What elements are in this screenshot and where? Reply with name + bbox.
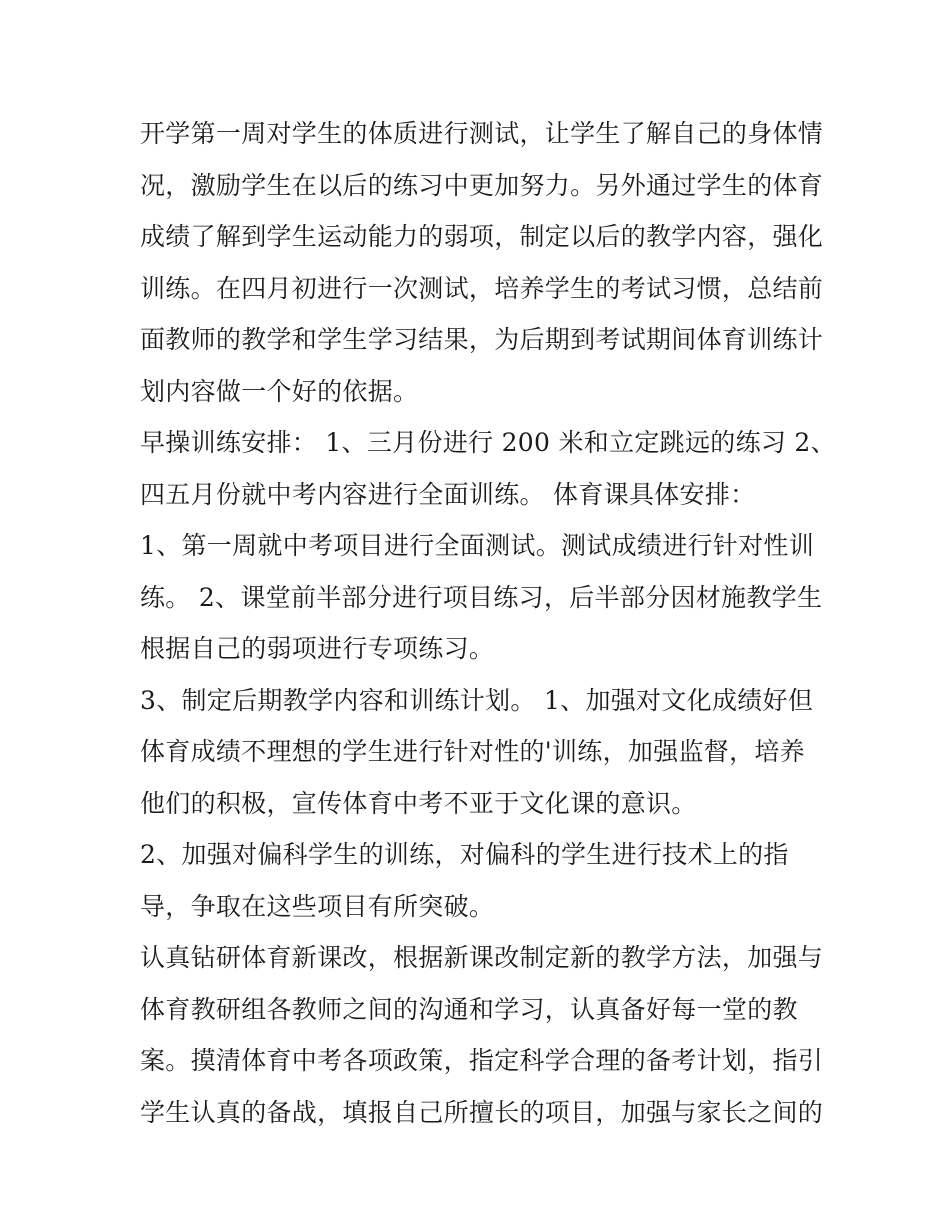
text-line: 早操训练安排： 1、三月份进行 200 米和立定跳远的练习 2、 bbox=[140, 428, 836, 457]
text-line: 导，争取在这些项目有所突破。 bbox=[140, 891, 495, 921]
text-line: 面教师的教学和学生学习结果，为后期到考试期间体育训练计 bbox=[140, 325, 824, 354]
text-line: 1、第一周就中考项目进行全面测试。测试成绩进行针对性训 bbox=[140, 531, 815, 560]
text-line: 况，激励学生在以后的练习中更加努力。另外通过学生的体育 bbox=[140, 170, 824, 200]
document-body bbox=[140, 108, 836, 1138]
text-line: 训练。在四月初进行一次测试，培养学生的考试习惯，总结前 bbox=[140, 273, 824, 303]
text-line: 2、加强对偏科学生的训练，对偏科的学生进行技术上的指 bbox=[140, 840, 789, 869]
text-line: 体育教研组各教师之间的沟通和学习，认真备好每一堂的教 bbox=[140, 994, 798, 1024]
text-line: 成绩了解到学生运动能力的弱项，制定以后的教学内容，强化 bbox=[140, 222, 824, 251]
text-line: 练。 2、课堂前半部分进行项目练习，后半部分因材施教学生 bbox=[140, 582, 823, 612]
text-line: 学生认真的备战，填报自己所擅长的项目，加强与家长之间的 bbox=[140, 1097, 824, 1127]
text-line: 开学第一周对学生的体质进行测试，让学生了解自己的身体情 bbox=[140, 119, 824, 148]
text-line: 认真钻研体育新课改，根据新课改制定新的教学方法，加强与 bbox=[140, 943, 824, 972]
text-line: 案。摸清体育中考各项政策，指定科学合理的备考计划，指引 bbox=[140, 1046, 824, 1075]
text-line: 四五月份就中考内容进行全面训练。 体育课具体安排： bbox=[140, 479, 756, 509]
text-line: 根据自己的弱项进行专项练习。 bbox=[140, 634, 495, 663]
text-line: 划内容做一个好的依据。 bbox=[140, 376, 419, 406]
text-line: 3、制定后期教学内容和训练计划。 1、加强对文化成绩好但 bbox=[140, 685, 814, 715]
text-line: 体育成绩不理想的学生进行针对性的'训练，加强监督，培养 bbox=[140, 737, 805, 766]
text-line: 他们的积极，宣传体育中考不亚于文化课的意识。 bbox=[140, 788, 697, 818]
